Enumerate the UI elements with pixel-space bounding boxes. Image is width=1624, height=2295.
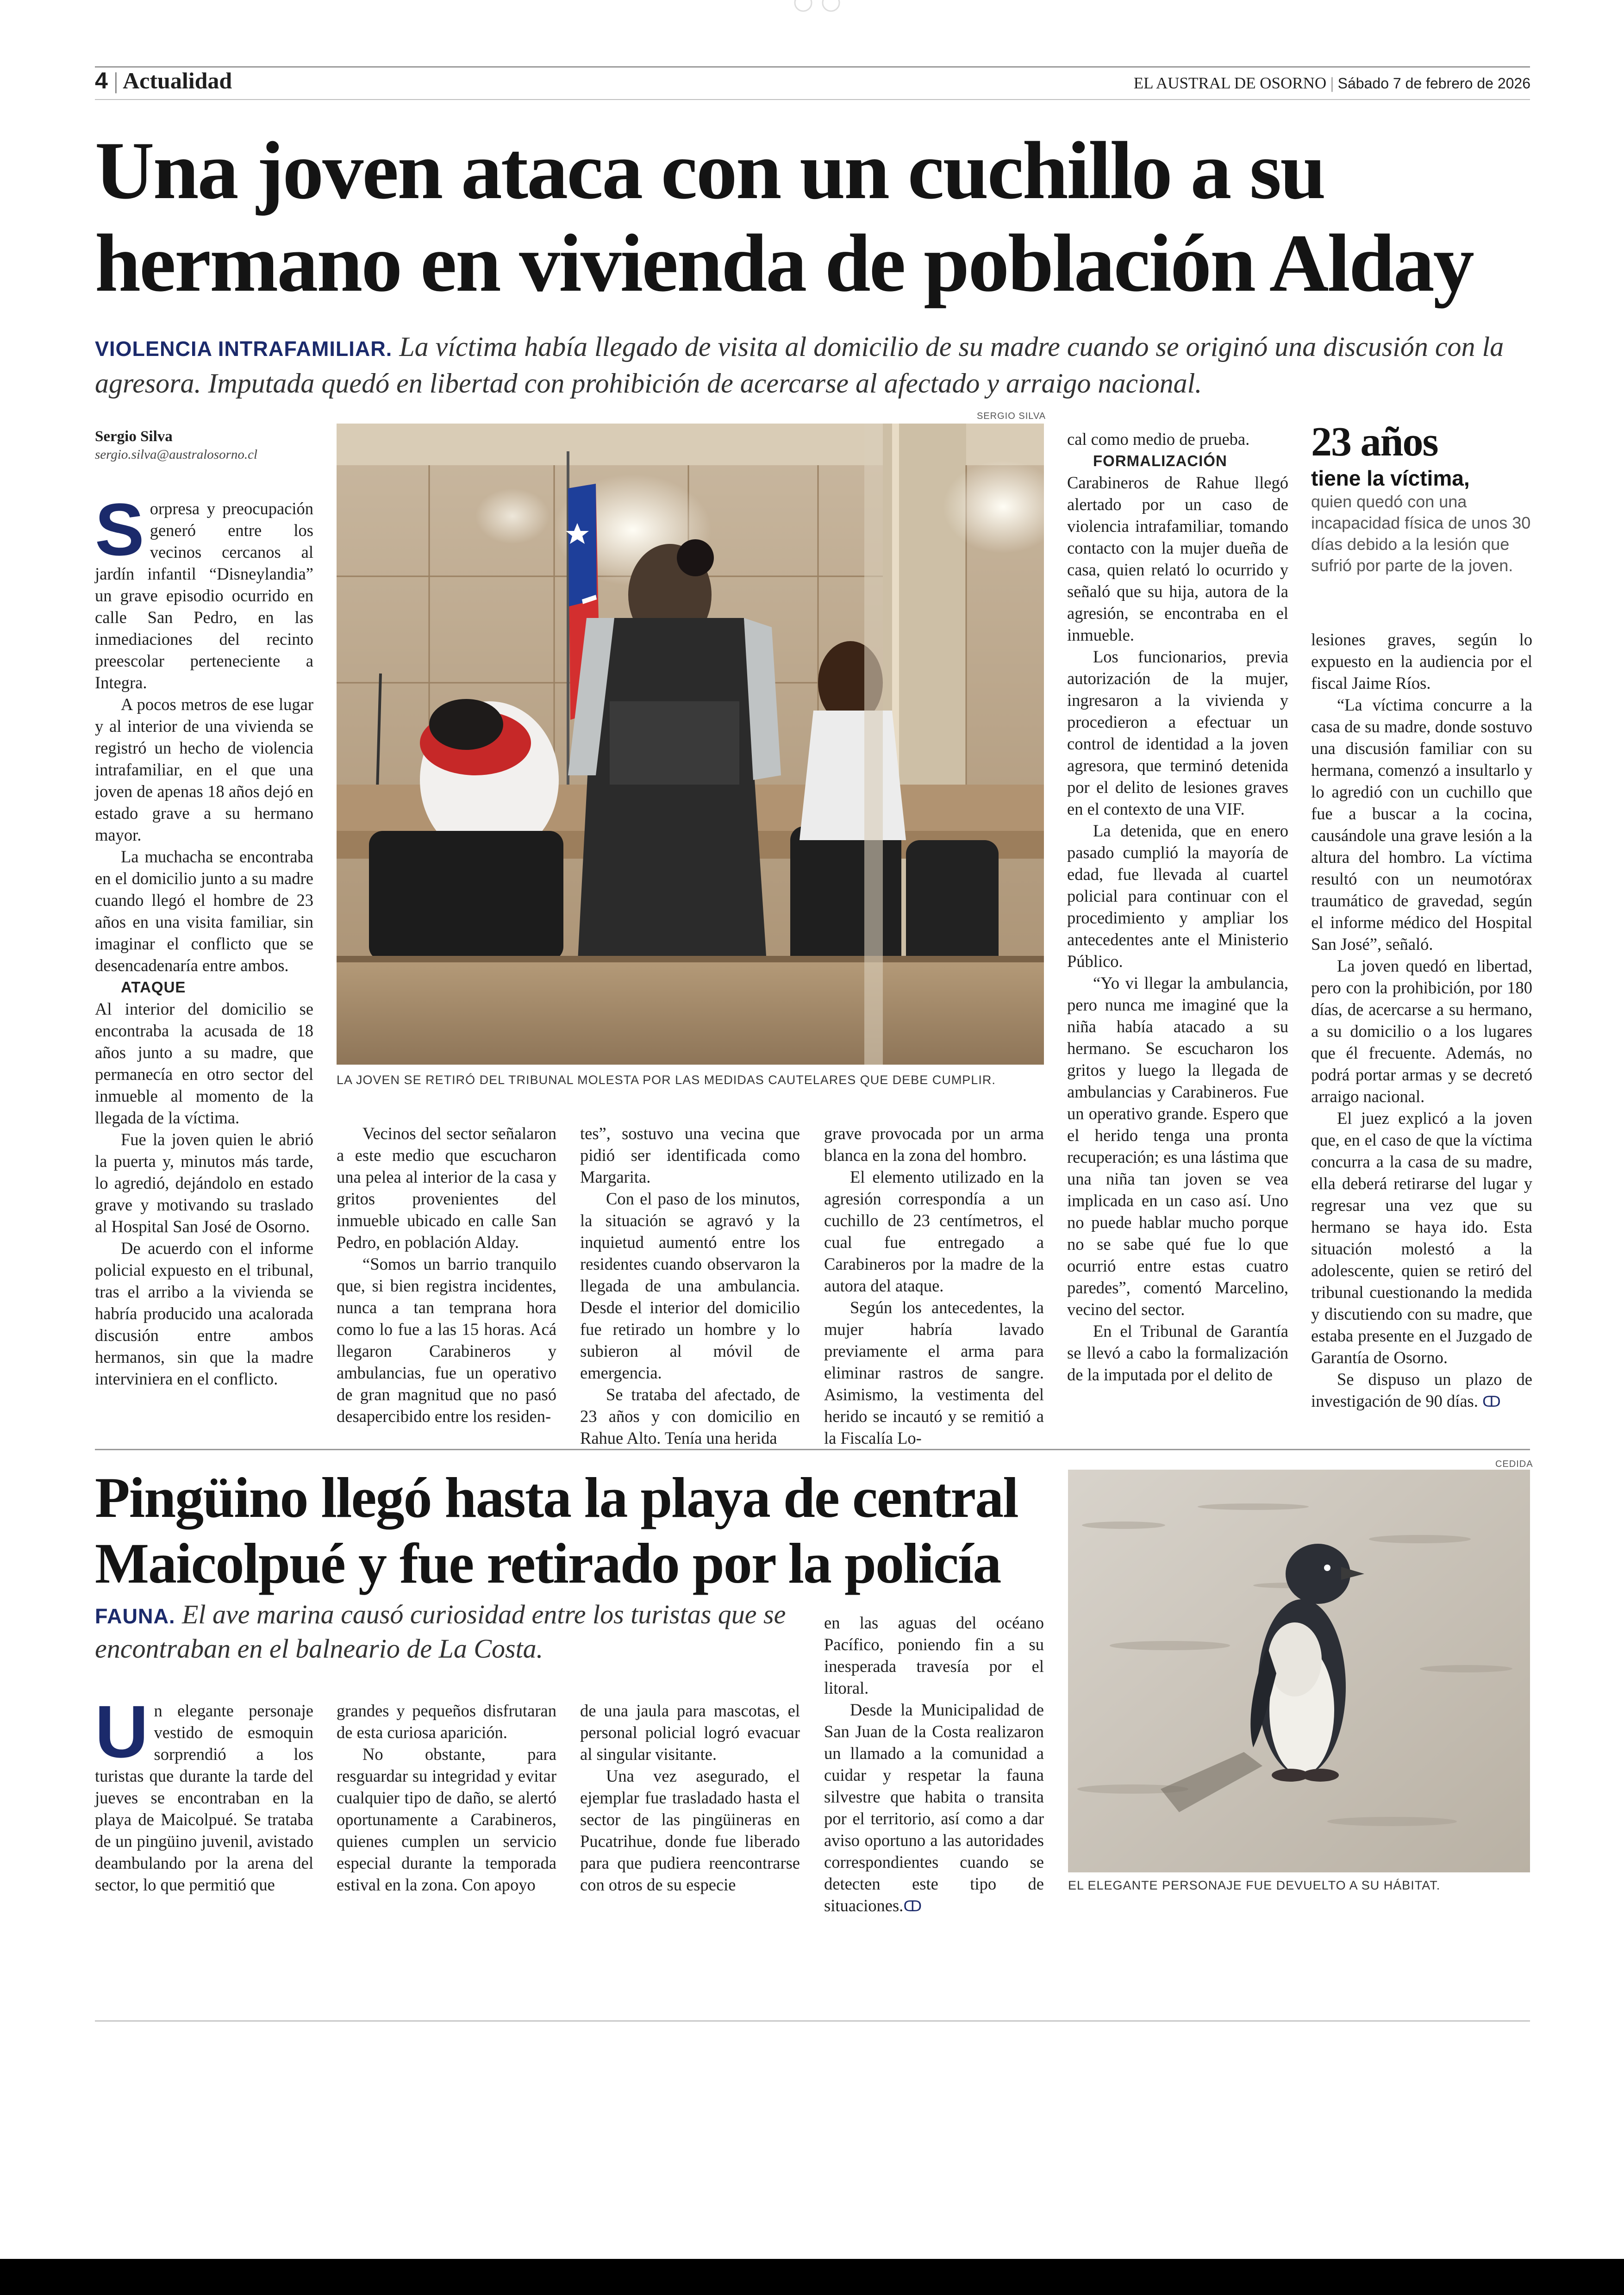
article1-column-5: [1067, 428, 1288, 1385]
section-header: [95, 67, 232, 94]
penguin-photo: [1068, 1470, 1530, 1872]
fact-number: 23 años: [1311, 419, 1438, 465]
end-mark-icon-2: ↀ: [903, 1897, 922, 1915]
article2-deck: [95, 1598, 803, 1665]
article2-col2-p2: No obstante, para resguardar su integridad y evitar cualquier tipo de daño, se alertó oportunamente a Carabineros, quienes cumplen un servicio especial durante la temporada estival en la zona. Con apoyo: [337, 1745, 556, 1894]
article2-photo-credit: CEDIDA: [1495, 1459, 1533, 1469]
article1-col3-p3: Se trataba del afectado, de 23 años y con domicilio en Rahue Alto. Tenía una herida: [580, 1385, 800, 1447]
article1-photo-credit: SERGIO SILVA: [977, 411, 1046, 421]
article1-photo-caption: LA JOVEN SE RETIRÓ DEL TRIBUNAL MOLESTA POR LAS MEDIDAS CAUTELARES QUE DEBE CUMPLIR.: [337, 1073, 996, 1087]
fact-box: [1311, 419, 1533, 576]
article1-col5-p3: Los funcionarios, previa autorización de la mujer, ingresaron a la vivienda y procedieron a efectuar un control de identidad a la joven agresora, que terminó detenida por el delito de lesiones graves en el contexto de una VIF.: [1067, 647, 1288, 818]
article2-kicker: FAUNA.: [95, 1604, 175, 1628]
penguin-photo-illustration: [1068, 1470, 1530, 1872]
article1-col5-p2: Carabineros de Rahue llegó alertado por un caso de violencia intrafamiliar, tomando contacto con la mujer dueña de casa, quien relató lo ocurrido y señaló que su hija, autora de la agresión, se encontraba en el inmueble.: [1067, 473, 1288, 644]
subhead-formalizacion: FORMALIZACIÓN: [1093, 452, 1227, 469]
fact-text: quien quedó con una incapacidad física de unos 30 días debido a la lesión que sufrió por parte de la joven.: [1311, 492, 1531, 575]
article2-col3-p2: Una vez asegurado, el ejemplar fue trasladado hasta el sector de las pingüineras en Pucatrihue, donde fue liberado para que pudiera reencontrarse con otros de su especie: [580, 1766, 800, 1894]
courtroom-photo-illustration: [337, 424, 1044, 1065]
section-separator: |: [113, 68, 119, 94]
courtroom-photo: [337, 424, 1044, 1065]
newspaper-name: EL AUSTRAL DE OSORNO: [1133, 74, 1327, 92]
article1-col6-p3: La joven quedó en libertad, pero con la prohibición, por 180 días, de acercarse a su hermano, a su domicilio o a los lugares que él frecuente. Además, no podrá portar armas y se decretó arraigo nacional.: [1311, 956, 1532, 1106]
article2-column-1: [95, 1690, 313, 1896]
page-number: 4: [95, 68, 108, 94]
byline-block: [95, 428, 257, 462]
article1-kicker: VIOLENCIA INTRAFAMILIAR.: [95, 337, 393, 361]
article1-col1-p6: De acuerdo con el informe policial expuesto en el tribunal, tras el arribo a la vivienda se habría producido una acalorada discusión entre ambos hermanos, sin que la madre interviniera en el conflicto.: [95, 1239, 313, 1388]
article1-col5-p5: “Yo vi llegar la ambulancia, pero nunca me imaginé que la niña había atacado a su hermano. Se escucharon los gritos y luego la llegada de ambulancias y Carabineros. Fue un operativo grande. Espero que el herido tenga una pronta recuperación; es una lástima que una niña tan joven se vea implicada en un caso así. Uno no puede hablar mucho porque no se sabe qué fue lo que ocurrió entre estas cuatro paredes”, comentó Marcelino, vecino del sector.: [1067, 973, 1288, 1319]
article1-col4-p1: grave provocada por un arma blanca en la zona del hombro.: [824, 1124, 1044, 1165]
bottom-bar: [0, 2259, 1624, 2295]
article1-col6-p2: “La víctima concurre a la casa de su madre, donde sostuvo una discusión familiar con su hermana, comenzó a insultarlo y lo agredió con un cuchillo que fue a buscar a la cocina, causándole una grave lesión a la altura del hombro. La víctima resultó con un neumotórax traumático de gravedad, según el informe médico del Hospital San José”, señaló.: [1311, 695, 1532, 954]
article2-col4-p1: en las aguas del océano Pacífico, poniendo fin a su inesperada travesía por el litoral.: [824, 1613, 1044, 1697]
article2-column-2: [337, 1700, 556, 1896]
article1-deck-text: La víctima había llegado de visita al domicilio de su madre cuando se originó una discusión con la agresora. Imputada quedó en libertad con prohibición de acercarse al afectado y arraigo nacional.: [95, 331, 1504, 399]
article2-col3-p1: de una jaula para mascotas, el personal policial logró evacuar al singular visitante.: [580, 1701, 800, 1764]
article1-col5-p1: cal como medio de prueba.: [1067, 430, 1250, 449]
article1-column-6: [1311, 629, 1532, 1413]
article2-col1-text: n elegante personaje vestido de esmoquin sorprendió a los turistas que durante la tarde del jueves se encontraban en la playa de Maicolpué. Se trataba de un pingüino juvenil, avistado deambulando por la arena del sector, lo que permitió que: [95, 1701, 313, 1894]
article1-col3-p1: tes”, sostuvo una vecina que pidió ser identificada como Margarita.: [580, 1124, 800, 1186]
article1-col1-p3: La muchacha se encontraba en el domicilio junto a su madre cuando llegó el hombre de 23 años en una visita familiar, sin imaginar el conflicto que se desencadenaría entre ambos.: [95, 847, 313, 975]
article1-drop-cap: S: [95, 488, 144, 571]
article1-col6-p5: Se dispuso un plazo de investigación de 90 días.: [1311, 1370, 1532, 1410]
article1-col4-p3: Según los antecedentes, la mujer habría lavado previamente el arma para eliminar rastros de sangre. Asimismo, la vestimenta del herido se incautó y se remitió a la Fiscalía Lo-: [824, 1298, 1044, 1447]
article1-col2-p2: “Somos un barrio tranquilo que, si bien registra incidentes, nunca a tan temprana hora como lo fue a las 15 horas. Acá llegaron Carabineros y ambulancias, fue un operativo de gran magnitud que no pasó desapercibido entre los residen-: [337, 1254, 556, 1426]
header-bottom-rule: [95, 99, 1530, 100]
article1-col4-p2: El elemento utilizado en la agresión correspondía a un cuchillo de 23 centímetros, el cual fue entregado a Carabineros por la madre de la autora del ataque.: [824, 1167, 1044, 1295]
article1-headline: [95, 124, 1553, 309]
page-indicator-icon: [782, 0, 852, 14]
page-indicator: [782, 0, 852, 14]
article2-drop-cap: U: [95, 1690, 149, 1773]
article1-col5-p4: La detenida, que en enero pasado cumplió la mayoría de edad, fue llevada al cuartel policial para continuar con el procedimiento y ampliar los antecedentes ante el Ministerio Público.: [1067, 821, 1288, 971]
article2-headline: [95, 1465, 1090, 1597]
article1-col1-p1: orpresa y preocupación generó entre los vecinos cercanos al jardín infantil “Disneylandia” un grave episodio ocurrido en calle San Pedro, en las inmediaciones del recinto preescolar perteneciente a Integra.: [95, 499, 313, 692]
fact-label: tiene la víctima,: [1311, 466, 1470, 490]
article2-col4-p2: Desde la Municipalidad de San Juan de la Costa realizaron un llamado a la comunidad a cuidar y respetar la fauna silvestre que habita o transita por el territorio, así como a dar aviso oportuno a las autoridades correspondientes cuando se detecten este tipo de situaciones.: [824, 1700, 1044, 1915]
article1-col2-p1: Vecinos del sector señalaron a este medio que escucharon una pelea al interior de la casa y gritos provenientes del inmueble ubicado en calle San Pedro, en población Alday.: [337, 1124, 556, 1252]
publication-date: Sábado 7 de febrero de 2026: [1337, 75, 1530, 92]
end-mark-icon: ↀ: [1482, 1393, 1501, 1410]
article2-column-4: [824, 1612, 1044, 1917]
article1-deck: [95, 330, 1525, 400]
article1-column-3: [580, 1123, 800, 1449]
article1-headline-line1: Una joven ataca con un cuchillo a su: [95, 125, 1325, 216]
header-top-rule: [95, 66, 1530, 68]
article1-col6-p4: El juez explicó a la joven que, en el caso de que la víctima concurra a la casa de su madre, ella deberá retirarse del lugar y regresar una vez que su hermano se haya ido. Esta situación molestó a la adolescente, quien se retiró del tribunal cuestionando la medida y discutiendo con su madre, que estaba presente en el Juzgado de Garantía de Osorno.: [1311, 1109, 1532, 1367]
article1-col1-p2: A pocos metros de ese lugar y al interior de una vivienda se registró un hecho de violencia intrafamiliar, en el que una joven de apenas 18 años dejó en estado grave a su hermano mayor.: [95, 695, 313, 844]
article2-headline-line2: Maicolpué y fue retirado por la policía: [95, 1532, 1001, 1595]
article1-column-4: [824, 1123, 1044, 1449]
article2-photo-caption: EL ELEGANTE PERSONAJE FUE DEVUELTO A SU HÁBITAT.: [1068, 1878, 1441, 1892]
article1-column-1: [95, 488, 313, 1390]
article1-col1-p5: Fue la joven quien le abrió la puerta y, minutos más tarde, lo agredió, dejándolo en estado grave y motivando su traslado al Hospital San José de Osorno.: [95, 1130, 313, 1236]
article1-col6-p1: lesiones graves, según lo expuesto en la audiencia por el fiscal Jaime Ríos.: [1311, 630, 1532, 692]
article1-col5-p6: En el Tribunal de Garantía se llevó a cabo la formalización de la imputada por el delito de: [1067, 1322, 1288, 1384]
article1-column-2: [337, 1123, 556, 1427]
subhead-ataque: ATAQUE: [121, 979, 186, 996]
article2-deck-text: El ave marina causó curiosidad entre los turistas que se encontraban en el balneario de La Costa.: [95, 1599, 786, 1664]
article1-headline-line2: hermano en vivienda de población Alday: [95, 217, 1473, 309]
article-divider: [95, 1449, 1530, 1450]
author-name: Sergio Silva: [95, 428, 173, 445]
pubinfo-separator: |: [1330, 74, 1334, 92]
article2-column-3: [580, 1700, 800, 1896]
article1-col3-p2: Con el paso de los minutos, la situación se agravó y la inquietud aumentó entre los residentes cuando observaron la llegada de una ambulancia. Desde el interior del domicilio fue retirado un hombre y lo subieron al móvil de emergencia.: [580, 1189, 800, 1382]
publication-info: [1134, 74, 1530, 93]
article2-col2-p1: grandes y pequeños disfrutaran de esta curiosa aparición.: [337, 1701, 556, 1742]
article2-headline-line1: Pingüino llegó hasta la playa de central: [95, 1466, 1018, 1529]
section-name: Actualidad: [123, 68, 232, 94]
article1-col1-p4: Al interior del domicilio se encontraba la acusada de 18 años junto a su madre, que permanecía en otro sector del inmueble al momento de la llegada de la víctima.: [95, 999, 313, 1127]
author-email: sergio.silva@australosorno.cl: [95, 447, 258, 462]
